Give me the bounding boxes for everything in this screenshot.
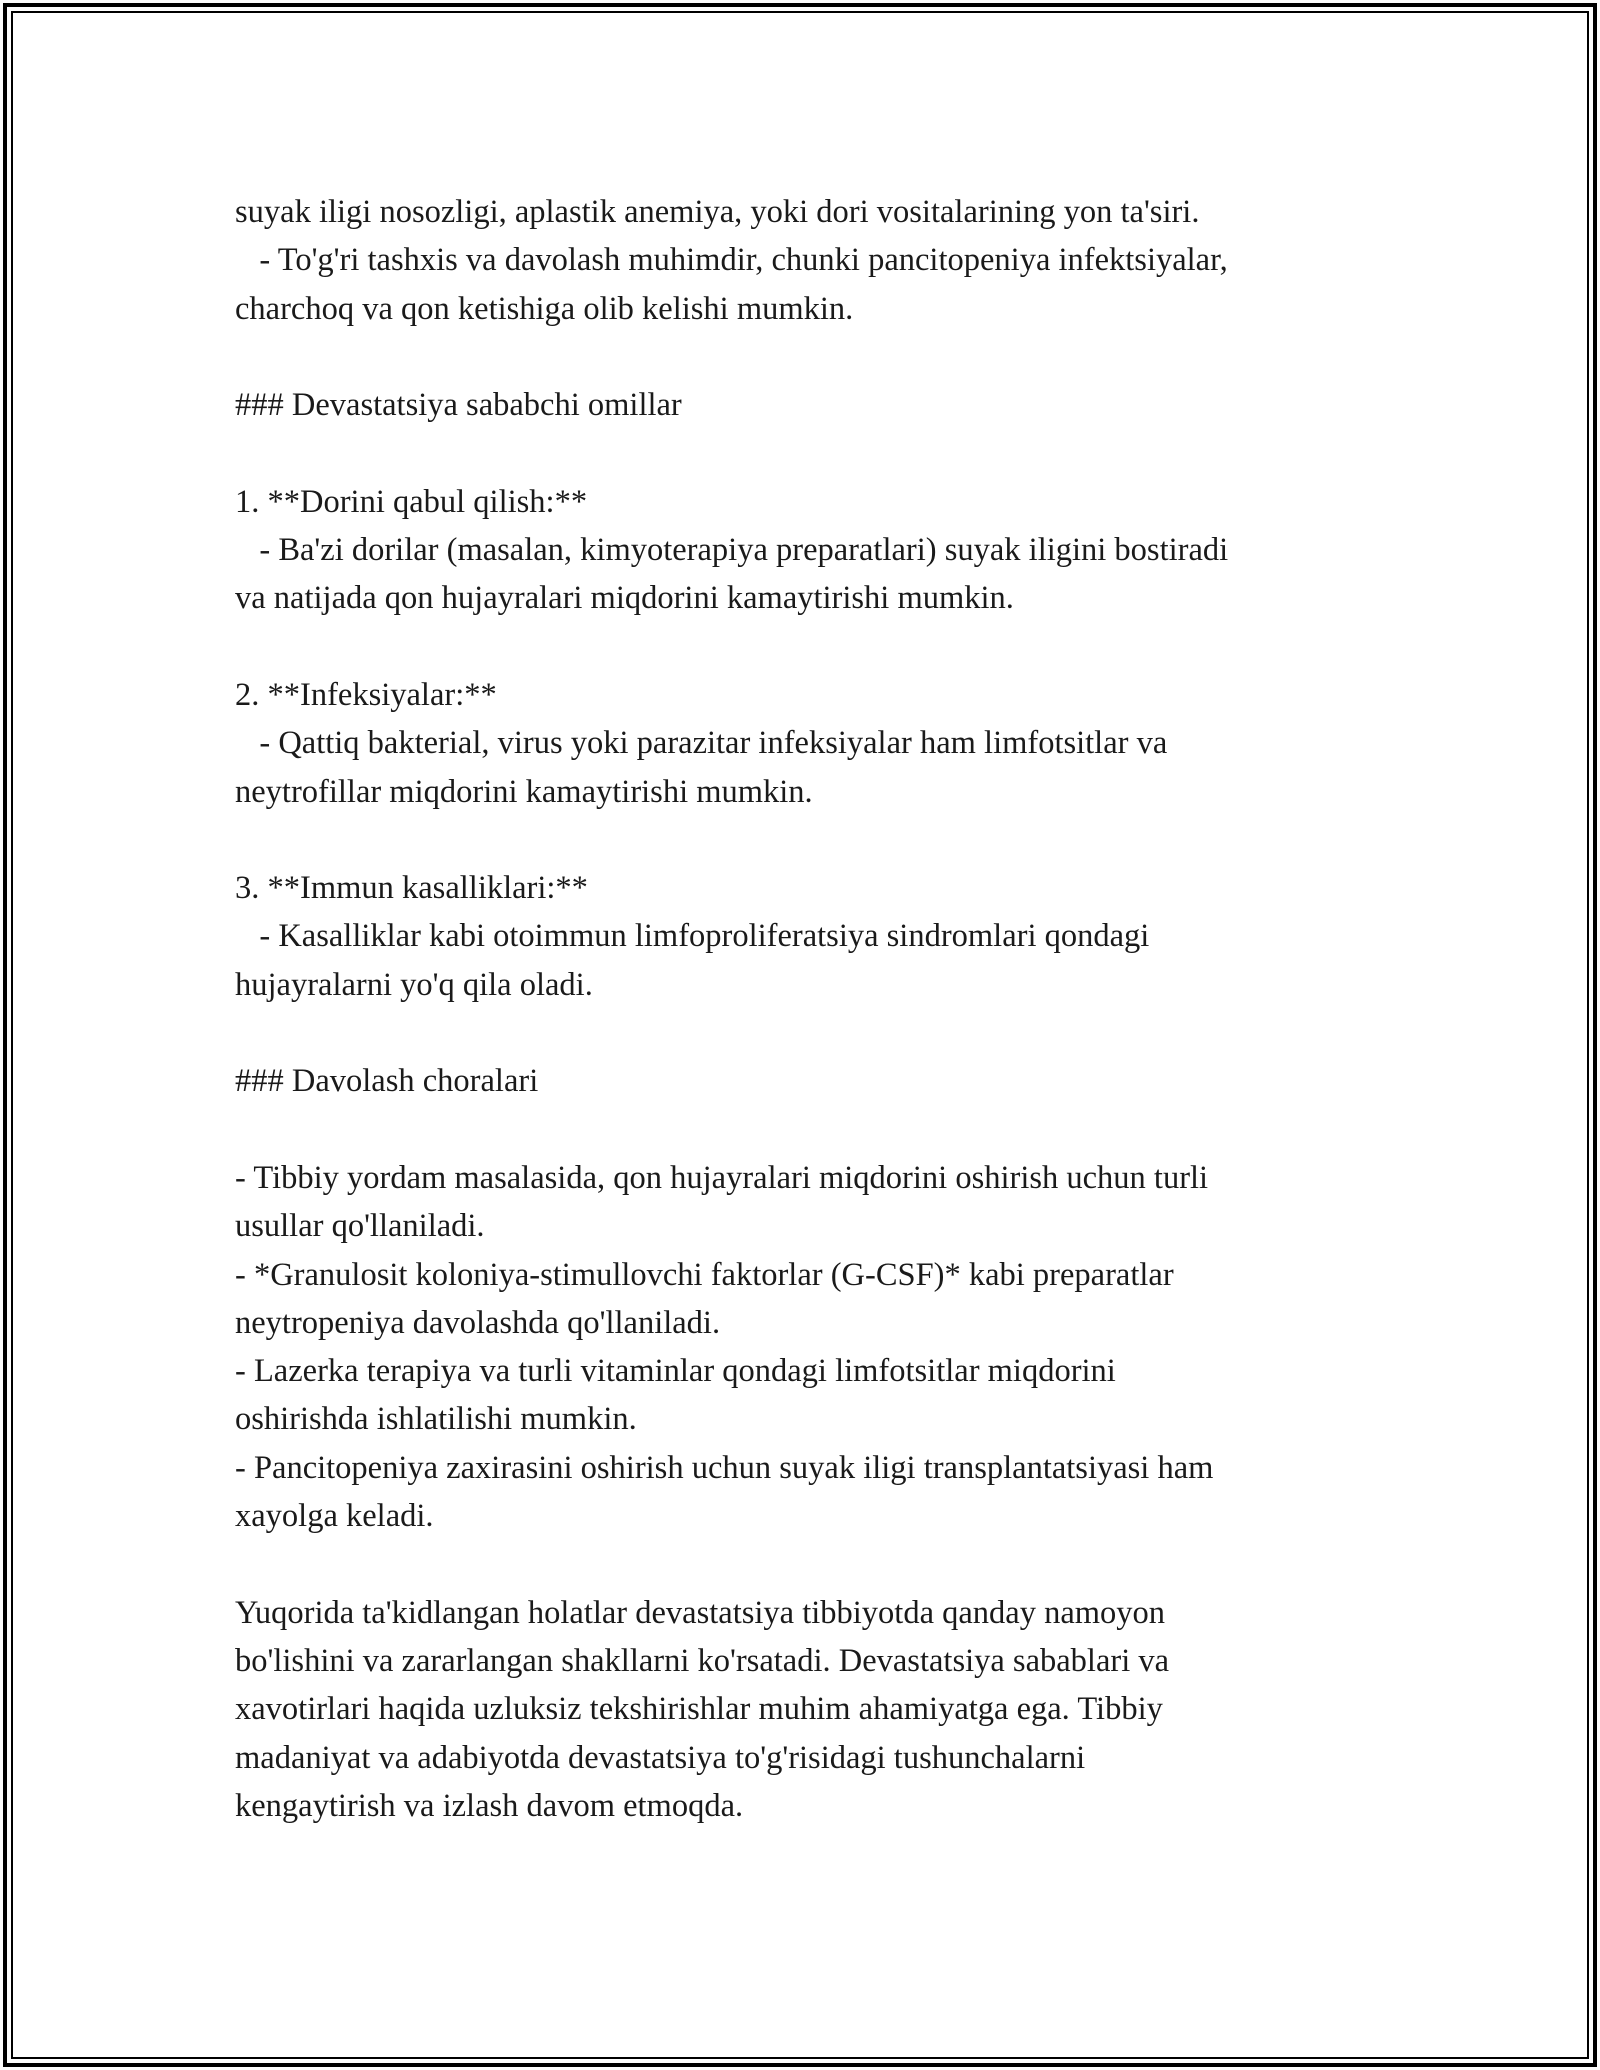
bullet-item: - Lazerka terapiya va turli vitaminlar qondagi limfotsitlar miqdorini	[235, 1353, 1116, 1390]
text-line: - Kasalliklar kabi otoimmun limfoproliferatsiya sindromlari qondagi	[235, 918, 1150, 955]
text-line: va natijada qon hujayralari miqdorini kamaytirishi mumkin.	[235, 580, 1014, 617]
paragraph-line: bo'lishini va zararlangan shakllarni ko'rsatadi. Devastatsiya sabablari va	[235, 1642, 1170, 1679]
text-line: usullar qo'llaniladi.	[235, 1208, 485, 1245]
bullet-item: - Tibbiy yordam masalasida, qon hujayralari miqdorini oshirish uchun turli	[235, 1159, 1209, 1196]
paragraph-line: Yuqorida ta'kidlangan holatlar devastatsiya tibbiyotda qanday namoyon	[235, 1594, 1166, 1631]
paragraph-line: madaniyat va adabiyotda devastatsiya to'g'risidagi tushunchalarni	[235, 1739, 1086, 1776]
blank-line	[235, 1540, 1395, 1588]
text-line: - Qattiq bakterial, virus yoki parazitar infeksiyalar ham limfotsitlar va	[235, 725, 1168, 762]
text-line: xayolga keladi.	[235, 1498, 434, 1535]
section-heading: ### Devastatsiya sababchi omillar	[235, 387, 682, 424]
list-item-title: 3. **Immun kasalliklari:**	[235, 870, 588, 907]
bullet-item: - Pancitopeniya zaxirasini oshirish uchun suyak iligi transplantatsiyasi ham	[235, 1449, 1214, 1486]
text-line: suyak iligi nosozligi, aplastik anemiya, yoki dori vositalarining yon ta'siri.	[235, 194, 1200, 230]
blank-line	[235, 333, 1395, 381]
bullet-item: - *Granulosit koloniya-stimullovchi faktorlar (G-CSF)* kabi preparatlar	[235, 1256, 1174, 1293]
blank-line	[235, 429, 1395, 477]
list-item-title: 1. **Dorini qabul qilish:**	[235, 483, 588, 520]
list-item-title: 2. **Infeksiyalar:**	[235, 676, 497, 713]
text-line: oshirishda ishlatilishi mumkin.	[235, 1401, 637, 1438]
blank-line	[235, 1106, 1395, 1154]
text-line: - To'g'ri tashxis va davolash muhimdir, chunki pancitopeniya infektsiyalar,	[235, 242, 1228, 279]
text-line: neytrofillar miqdorini kamaytirishi mumkin.	[235, 773, 813, 810]
text-line: charchoq va qon ketishiga olib kelishi mumkin.	[235, 290, 854, 327]
text-line: hujayralarni yo'q qila oladi.	[235, 966, 593, 1003]
text-line: neytropeniya davolashda qo'llaniladi.	[235, 1304, 721, 1341]
blank-line	[235, 623, 1395, 671]
text-line: - Ba'zi dorilar (masalan, kimyoterapiya preparatlari) suyak iligini bostiradi	[235, 532, 1229, 569]
blank-line	[235, 1009, 1395, 1057]
blank-line	[235, 816, 1395, 864]
paragraph-line: xavotirlari haqida uzluksiz tekshirishlar muhim ahamiyatga ega. Tibbiy	[235, 1691, 1163, 1728]
document-body	[235, 188, 1395, 1830]
paragraph-line: kengaytirish va izlash davom etmoqda.	[235, 1787, 744, 1824]
section-heading: ### Davolash choralari	[235, 1063, 539, 1100]
